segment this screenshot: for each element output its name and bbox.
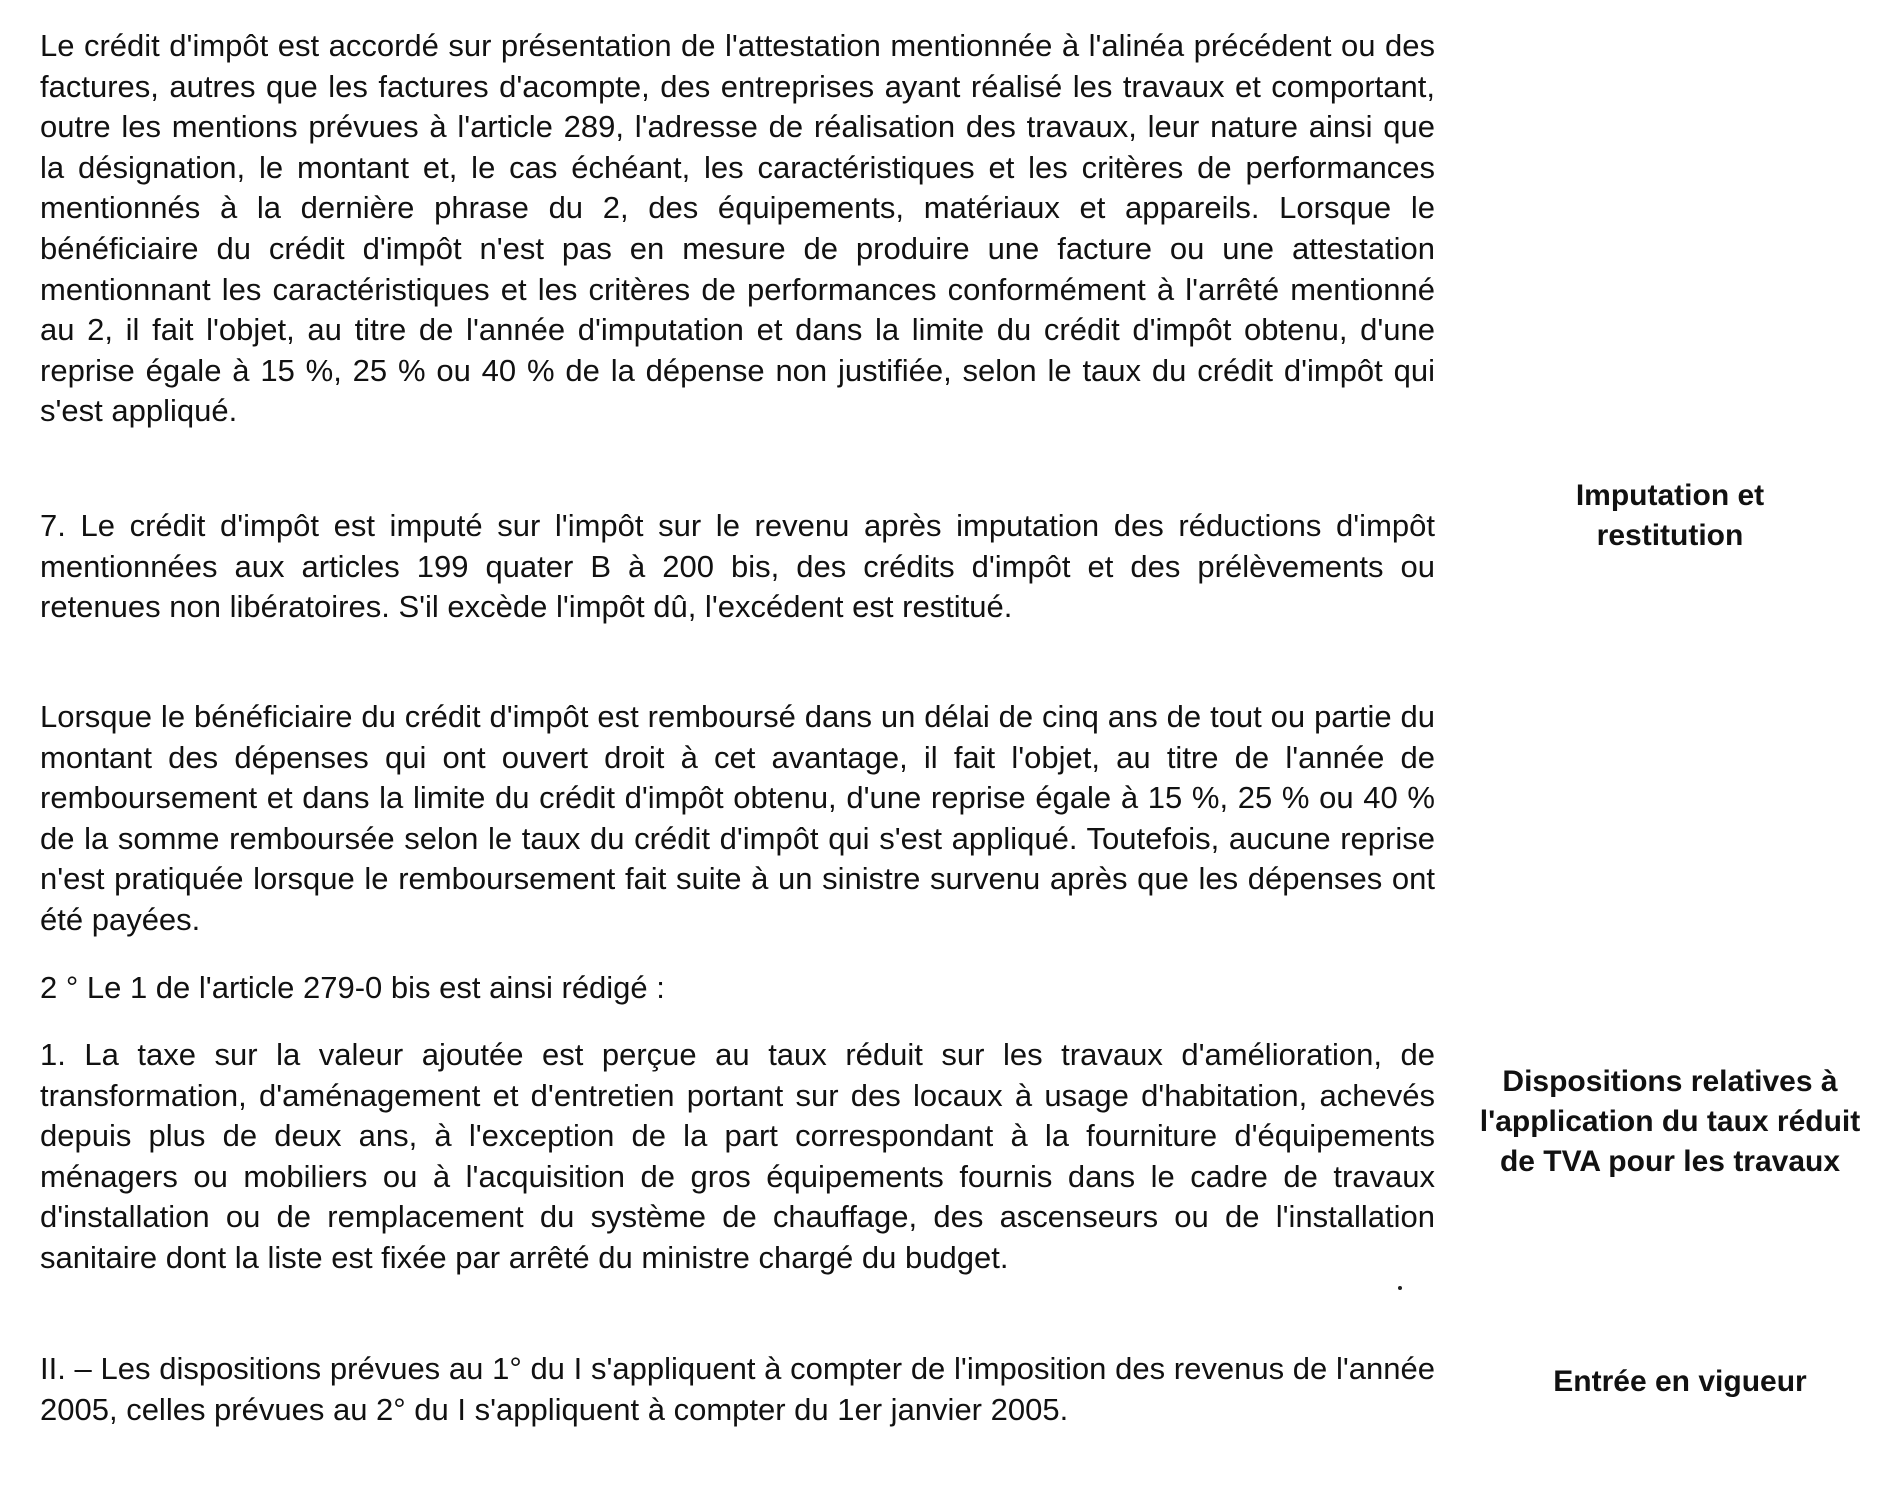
paragraph-article-279: 2 ° Le 1 de l'article 279-0 bis est ainsi rédigé : — [40, 970, 665, 1005]
stray-dot-mark — [1398, 1286, 1402, 1290]
paragraph-credit-attestation: Le crédit d'impôt est accordé sur présentation de l'attestation mentionnée à l'alinéa précédent ou des factures, autres que les factures d'acompte, des entreprises ayant réalisé les travaux et comportant, outre les mentions prévues à l'article 289, l'adresse de réalisation des travaux, leur nature ainsi que la désignation, le montant et, le cas échéant, les caractéristiques et les critères de performances mentionnés à la dernière phrase du 2, des équipements, matériaux et appareils. Lorsque le bénéficiaire du crédit d'impôt n'est pas en mesure de produire une facture ou une attestation mentionnant les caractéristiques et les critères de performances conformément à l'arrêté mentionné au 2, il fait l'objet, au titre de l'année d'imputation et dans la limite du crédit d'impôt obtenu, d'une reprise égale à 15 %, 25 % ou 40 % de la dépense non justifiée, selon le taux du crédit d'impôt qui s'est appliqué. — [40, 28, 1435, 429]
margin-note-taux-reduit: Dispositions relatives à l'application du taux réduit de TVA pour les travaux — [1479, 1065, 1861, 1178]
paragraph-entree-en-vigueur: II. – Les dispositions prévues au 1° du I s'appliquent à compter de l'imposition des revenus de l'année 2005, celles prévues au 2° du I s'appliquent à compter du 1er janvier 2005. — [40, 1351, 1435, 1427]
paragraph-remboursement: Lorsque le bénéficiaire du crédit d'impôt est remboursé dans un délai de cinq ans de tout ou partie du montant des dépenses qui ont ouvert droit à cet avantage, il fait l'objet, au titre de l'année de remboursement et dans la limite du crédit d'impôt obtenu, d'une reprise égale à 15 %, 25 % ou 40 % de la somme remboursée selon le taux du crédit d'impôt qui s'est appliqué. Toutefois, aucune reprise n'est pratiquée lorsque le remboursement fait suite à un sinistre survenu après que les dépenses ont été payées. — [40, 699, 1435, 937]
margin-note-imputation: Imputation et restitution — [1575, 479, 1765, 552]
paragraph-imputation: 7. Le crédit d'impôt est imputé sur l'impôt sur le revenu après imputation des réductions d'impôt mentionnées aux articles 199 quater B à 200 bis, des crédits d'impôt et des prélèvements ou retenues non libératoires. S'il excède l'impôt dû, l'excédent est restitué. — [40, 508, 1435, 625]
paragraph-taxe-valeur-ajoutee: 1. La taxe sur la valeur ajoutée est perçue au taux réduit sur les travaux d'amélioration, de transformation, d'aménagement et d'entretien portant sur des locaux à usage d'habitation, achevés depuis plus de deux ans, à l'exception de la part correspondant à la fourniture d'équipements ménagers ou mobiliers ou à l'acquisition de gros équipements fournis dans le cadre de travaux d'installation ou de remplacement du système de chauffage, des ascenseurs ou de l'installation sanitaire dont la liste est fixée par arrêté du ministre chargé du budget. — [40, 1037, 1435, 1275]
margin-note-entree-vigueur: Entrée en vigueur — [1553, 1365, 1807, 1398]
